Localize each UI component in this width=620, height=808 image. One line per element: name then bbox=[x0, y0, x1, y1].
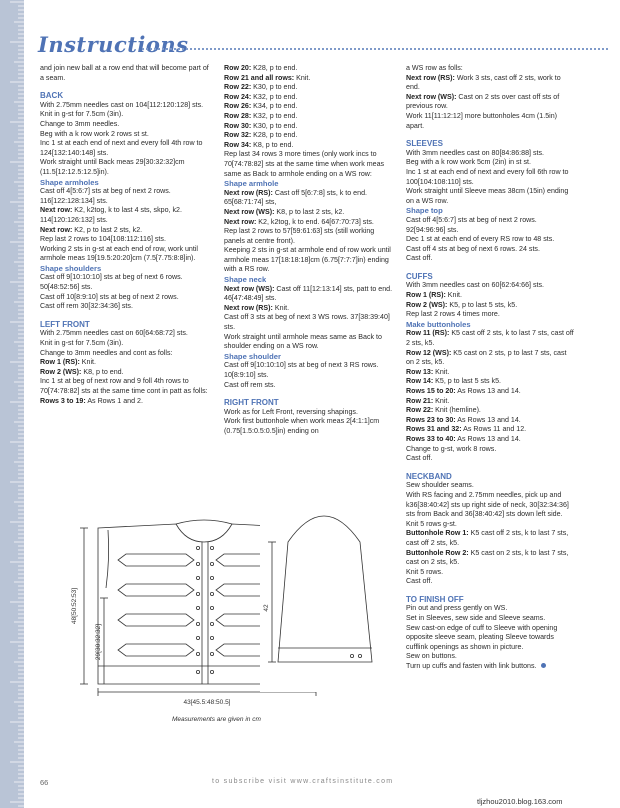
front-length-label: 29[30:32:32] bbox=[95, 623, 102, 661]
sleeves-heading: SLEEVES bbox=[406, 139, 443, 149]
shape-shoulders-heading: Shape shoulders bbox=[40, 263, 102, 273]
shoulder-line: Cast off 9[10:10:10] sts at beg of next 3 RS rows. 10[8:9:10] sts. bbox=[224, 361, 379, 379]
cuffs-line: Row 2 (WS): K5, p to last 5 sts, k5. bbox=[406, 300, 518, 309]
cuffs-line: Rep last 2 rows 4 times more. bbox=[406, 310, 500, 319]
cuff-row: Row 11 (RS): K5 cast off 2 sts, k to last 7 sts, cast off 2 sts, k5. bbox=[406, 329, 574, 348]
cuff-row: Cast off. bbox=[406, 454, 433, 463]
button-icon bbox=[196, 652, 199, 655]
top-line: Dec 1 st at each end of every RS row to 48 sts. bbox=[406, 235, 555, 244]
left-front-line: Inc 1 st at beg of next row and 9 foll 4th rows to 70[74:78:82] sts at the same time cont in patt as folls: bbox=[40, 377, 208, 395]
title-dotted-rule bbox=[142, 48, 608, 50]
armhole-line: Next row (WS): K8, p to last 2 sts, k2. bbox=[224, 207, 345, 216]
button-icon bbox=[210, 606, 213, 609]
neck-line: Next row (RS): Knit. bbox=[224, 303, 290, 312]
page-title: Instructions bbox=[38, 32, 189, 57]
armhole-line: Next row (RS): Cast off 5[6:7:8] sts, k to end. 65[68:71:74] sts, bbox=[224, 188, 367, 207]
button-icon bbox=[196, 606, 199, 609]
pattern-row: Row 22: K30, p to end. bbox=[224, 83, 298, 92]
armholes-line: Next row: K2, p to last 2 sts, k2. bbox=[40, 225, 143, 234]
top-line: Cast off. bbox=[406, 254, 433, 263]
sleeve-schematic bbox=[260, 512, 390, 692]
shoulders-line: Cast off rem 30[32:34:36] sts. bbox=[40, 302, 133, 311]
button-icon bbox=[210, 652, 213, 655]
left-front-line: Rows 3 to 19: As Rows 1 and 2. bbox=[40, 396, 143, 405]
sleeves-line: Inc 1 st at each end of next and every foll 6th row to 100[104:108:110] sts. bbox=[406, 167, 569, 186]
buttonhole-text: Next row (WS): Cast on 2 sts over cast off sts of previous row. bbox=[406, 92, 560, 111]
cuff-row: Row 21: Knit. bbox=[406, 396, 450, 405]
neckband-line: Buttonhole Row 2: K5 cast on 2 sts, k to last 7 sts, cast on 2 sts, k5. bbox=[406, 548, 569, 567]
armholes-line: Cast off 4[5:6:7] sts at beg of next 2 rows. 116[122:128:134] sts. bbox=[40, 187, 171, 205]
neck-line: Cast off 3 sts at beg of next 3 WS rows. 37[38:39:40] sts. bbox=[224, 313, 390, 332]
measurements-caption: Measurements are given in cm bbox=[172, 716, 261, 723]
left-front-heading: LEFT FRONT bbox=[40, 319, 90, 329]
cuff-row: Row 22: Knit (hemline). bbox=[406, 406, 481, 415]
button-icon bbox=[196, 562, 199, 565]
width-label: 43[45.5:48:50.5] bbox=[183, 699, 231, 706]
finish-line: Set in Sleeves, sew side and Sleeve seams. bbox=[406, 614, 546, 623]
pattern-row: Row 30: K30, p to end. bbox=[224, 121, 298, 130]
chevron-panel-left bbox=[118, 614, 194, 626]
back-line: Knit in g-st for 7.5cm (3in). bbox=[40, 110, 124, 119]
button-icon bbox=[196, 592, 199, 595]
ruler-ticks bbox=[0, 0, 24, 808]
neckband-line: With RS facing and 2.75mm needles, pick up and k36[38:40:42] sts up right side of neck, 30[32:34:36] sts from Back and 36[38:40:42] sts down left side. bbox=[406, 490, 569, 519]
back-line: Work straight until Back meas 29[30:32:32]cm (11.5[12:12.5:12.5]in). bbox=[40, 158, 185, 176]
buttonhole-text: a WS row as folls: bbox=[406, 64, 463, 72]
sleeves-line: With 3mm needles cast on 80[84:86:88] sts. bbox=[406, 148, 545, 157]
subscribe-footer: to subscribe visit www.craftsinstitute.com bbox=[212, 778, 394, 785]
top-line: Cast off 4[5:6:7] sts at beg of next 2 rows. 92[94:96:96] sts. bbox=[406, 215, 537, 234]
right-front-line: Work first buttonhole when work meas 2[4:1:1]cm (0.75[1.5:0.5:0.5]in) ending on bbox=[224, 417, 380, 435]
neckband-line: Knit 5 rows. bbox=[406, 567, 444, 576]
column-1 bbox=[40, 64, 210, 406]
neckband-line: Sew shoulder seams. bbox=[406, 481, 474, 490]
neck-line: Next row (WS): Cast off 11[12:13:14] sts, patt to end. 46[47:48:49] sts. bbox=[224, 284, 393, 303]
armholes-line: Rep last 2 rows to 104[108:112:116] sts. bbox=[40, 235, 166, 244]
neckband-line: Knit 5 rows g-st. bbox=[406, 519, 457, 528]
button-icon bbox=[210, 670, 213, 673]
cuff-row: Row 14: K5, p to last 5 sts k5. bbox=[406, 377, 502, 386]
pattern-row: Row 34: K8, p to end. bbox=[224, 140, 294, 149]
repeat-text: Rep last 34 rows 3 more times (only work incs to 70[74:78:82] sts at the same time when work meas same as Back to armhole ending on a WS row: bbox=[224, 150, 385, 178]
finish-line: Pin out and press gently on WS. bbox=[406, 604, 508, 613]
finish-line: Sew on buttons. bbox=[406, 652, 457, 661]
chevron-panel-left bbox=[118, 554, 194, 566]
chevron-panel-left bbox=[118, 584, 194, 596]
intro-text: and join new ball at a row end that will become part of a seam. bbox=[40, 64, 209, 82]
cuff-row: Row 13: Knit. bbox=[406, 367, 450, 376]
right-front-heading: RIGHT FRONT bbox=[224, 398, 279, 408]
sleeves-line: Work straight until Sleeve meas 38cm (15in) ending on a WS row. bbox=[406, 187, 569, 205]
button-icon bbox=[196, 622, 199, 625]
left-front-line: Change to 3mm needles and cont as folls: bbox=[40, 348, 173, 357]
back-line: With 2.75mm needles cast on 104[112:120:128] sts. bbox=[40, 100, 204, 109]
button-icon bbox=[210, 546, 213, 549]
finish-line: Sew cast-on edge of cuff to Sleeve with opening opposite sleeve seam, pleating Sleeve towards cufflink openings as shown in picture. bbox=[406, 623, 558, 651]
armholes-line: Next row: K2, k2tog, k to last 4 sts, skpo, k2. 114[120:126:132] sts. bbox=[40, 206, 182, 224]
watermark: tljzhou2010.blog.163.com bbox=[477, 797, 563, 806]
tape-measure-ruler bbox=[0, 0, 24, 808]
button-icon bbox=[210, 622, 213, 625]
left-front-line: Row 2 (WS): K8, p to end. bbox=[40, 367, 124, 376]
buttonhole-text: Work 11[11:12:12] more buttonholes 4cm (1.5in) apart. bbox=[406, 111, 558, 130]
top-line: Cast off 4 sts at beg of next 6 rows. 24 sts. bbox=[406, 244, 540, 253]
button-icon bbox=[196, 546, 199, 549]
end-dot-icon bbox=[541, 663, 546, 668]
armhole-line: Keeping 2 sts in g-st at armhole end of row work until armhole meas 17[18:18:18]cm (6.75[7:7:7]in) ending with a RS row. bbox=[224, 246, 391, 274]
cuff-row: Row 12 (WS): K5 cast on 2 sts, p to last 7 sts, cast on 2 sts, k5. bbox=[406, 348, 567, 367]
cuff-row: Rows 33 to 40: As Rows 13 and 14. bbox=[406, 434, 521, 443]
back-line: Inc 1 st at each end of next and every foll 4th row to 124[132:140:148] sts. bbox=[40, 139, 203, 157]
cuffs-line: With 3mm needles cast on 60[62:64:66] sts. bbox=[406, 281, 545, 290]
make-buttonholes-heading: Make buttonholes bbox=[406, 319, 471, 329]
pattern-row: Row 32: K28, p to end. bbox=[224, 131, 298, 140]
cuffs-line: Row 1 (RS): Knit. bbox=[406, 291, 462, 300]
neckband-outline bbox=[176, 520, 232, 524]
sleeve-length-label: 42 bbox=[263, 604, 270, 612]
armholes-line: Working 2 sts in g-st at each end of row, work until armhole meas 19[19.5:20:20]cm (7.5[7.75:8:8]in). bbox=[40, 244, 198, 263]
back-line: Beg with a k row work 2 rows st st. bbox=[40, 129, 149, 138]
pattern-row: Row 28: K32, p to end. bbox=[224, 111, 298, 120]
back-line: Change to 3mm needles. bbox=[40, 119, 120, 128]
button-icon bbox=[210, 562, 213, 565]
finish-off-heading: TO FINISH OFF bbox=[406, 594, 464, 604]
cuff-row: Rows 15 to 20: As Rows 13 and 14. bbox=[406, 387, 521, 395]
left-front-line: Row 1 (RS): Knit. bbox=[40, 358, 96, 367]
back-heading: BACK bbox=[40, 91, 64, 101]
shoulders-line: Cast off 9[10:10:10] sts at beg of next 6 rows. 50[48:52:56] sts. bbox=[40, 273, 183, 292]
pattern-row: Row 24: K32, p to end. bbox=[224, 92, 298, 101]
armhole-line: Next row: K2, k2tog, k to end. 64[67:70:73] sts. bbox=[224, 217, 374, 226]
left-front-line: With 2.75mm needles cast on 60[64:68:72] sts. bbox=[40, 329, 188, 338]
shape-armhole-heading: Shape armhole bbox=[224, 179, 279, 189]
button-icon bbox=[196, 576, 199, 579]
button-icon bbox=[210, 576, 213, 579]
neckband-line: Cast off. bbox=[406, 577, 433, 586]
chevron-panel-left bbox=[118, 644, 194, 656]
finish-line: Turn up cuffs and fasten with link buttons. bbox=[406, 662, 576, 672]
column-3 bbox=[406, 64, 576, 672]
body-length-label: 48[50:52:53] bbox=[71, 587, 78, 625]
pattern-row: Row 26: K34, p to end. bbox=[224, 102, 298, 111]
neckband-heading: NECKBAND bbox=[406, 471, 452, 481]
shape-top-heading: Shape top bbox=[406, 206, 443, 216]
neckband-line: Buttonhole Row 1: K5 cast off 2 sts, k to last 7 sts, cast off 2 sts, k5. bbox=[406, 529, 569, 547]
button-icon bbox=[196, 670, 199, 673]
button-icon bbox=[196, 636, 199, 639]
pattern-row: Row 21 and all rows: Knit. bbox=[224, 73, 311, 82]
left-front-line: Knit in g-st for 7.5cm (3in). bbox=[40, 339, 124, 348]
cuff-row: Rows 23 to 30: As Rows 13 and 14. bbox=[406, 415, 521, 424]
shape-armholes-heading: Shape armholes bbox=[40, 177, 99, 187]
page-number: 66 bbox=[40, 778, 49, 787]
buttonhole-text: Next row (RS): Work 3 sts, cast off 2 sts, work to end. bbox=[406, 73, 561, 92]
column-2 bbox=[224, 64, 394, 437]
shoulders-line: Cast off 10[8:9:10] sts at beg of next 2 rows. bbox=[40, 292, 179, 301]
shape-neck-heading: Shape neck bbox=[224, 275, 267, 285]
right-front-line: Work as for Left Front, reversing shapings. bbox=[224, 407, 358, 416]
neck-line: Work straight until armhole meas same as Back to shoulder ending on a WS row. bbox=[224, 332, 382, 351]
cuff-row: Change to g-st, work 8 rows. bbox=[406, 444, 497, 453]
armhole-line: Rep last 2 rows to 57[59:61:63] sts (still working panels at centre front). bbox=[224, 227, 375, 245]
button-icon bbox=[210, 592, 213, 595]
shoulder-line: Cast off rem sts. bbox=[224, 380, 276, 389]
cuffs-heading: CUFFS bbox=[406, 271, 433, 281]
shape-shoulder-heading: Shape shoulder bbox=[224, 351, 281, 361]
pattern-row: Row 20: K28, p to end. bbox=[224, 64, 298, 72]
cuff-row: Rows 31 and 32: As Rows 11 and 12. bbox=[406, 425, 527, 434]
button-icon bbox=[210, 636, 213, 639]
sleeves-line: Beg with a k row work 5cm (2in) in st st. bbox=[406, 158, 531, 167]
